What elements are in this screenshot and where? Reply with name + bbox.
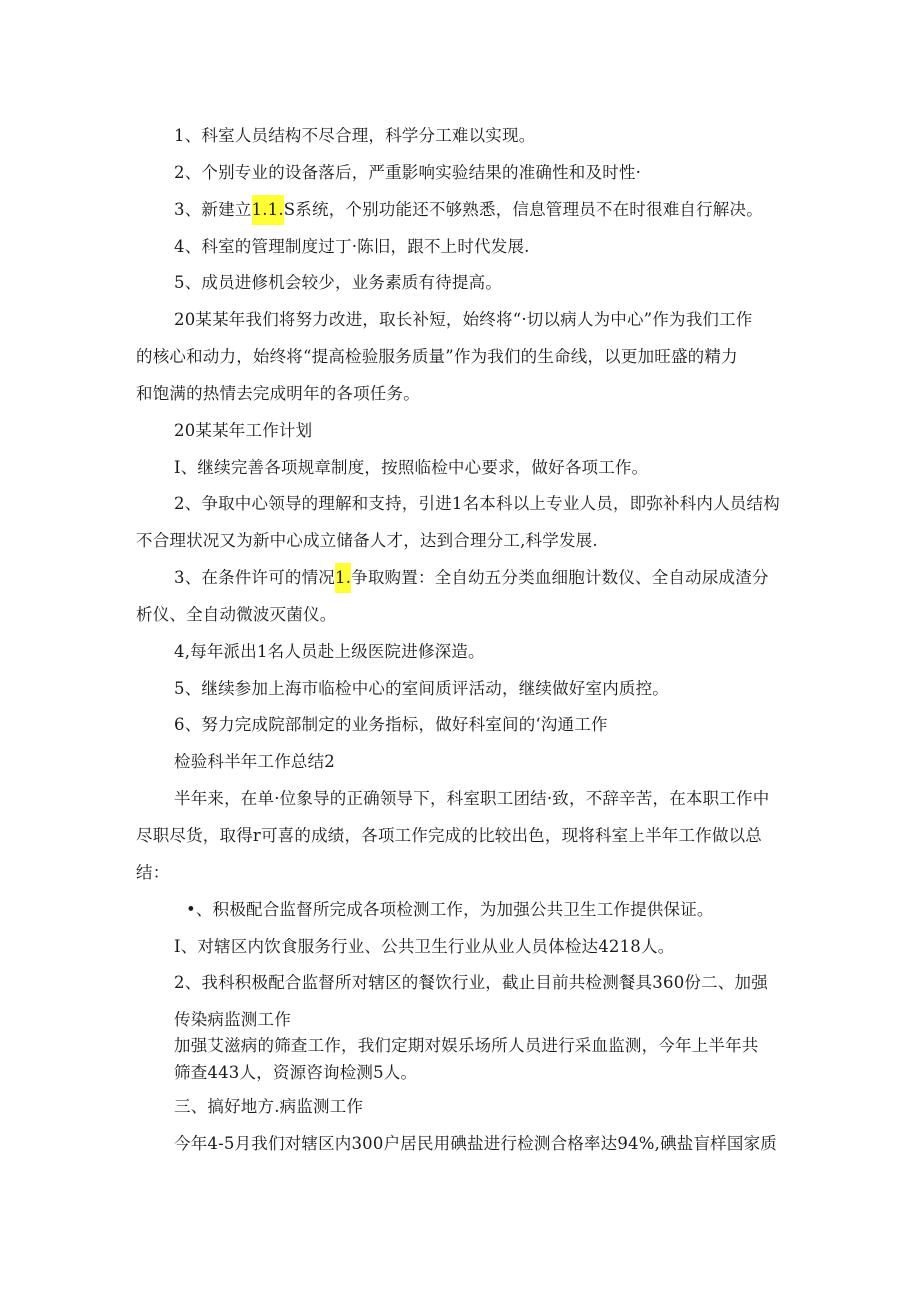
paragraph-line: 2、争取中心领导的理解和支持，引进1名本科以上专业人员，即弥补科内人员结构 xyxy=(174,494,780,513)
paragraph-line: 4、科室的管理制度过丁·陈旧，跟不上时代发展. xyxy=(174,237,530,256)
paragraph-line: 今年4-5月我们对辖区内300户居民用碘盐进行检测合格率达94%,碘盐盲样国家质 xyxy=(174,1134,777,1153)
section-heading: 三、搞好地方.病监测工作 xyxy=(174,1097,364,1116)
line-prefix: 3、新建立 xyxy=(174,200,252,219)
line-suffix: 争取购置：全自幼五分类血细胞计数仪、全自动尿成渣分 xyxy=(351,568,769,587)
paragraph-line: •、积极配合监督所完成各项检测工作，为加强公共卫生工作提供保证。 xyxy=(186,900,714,919)
line-suffix: S系统，个别功能还不够熟悉，信息管理员不在时很难自行解决。 xyxy=(283,200,763,219)
paragraph-line xyxy=(174,568,769,593)
section-heading: 20某某年工作计划 xyxy=(174,421,313,440)
paragraph-line: 加强艾滋病的筛查工作，我们定期对娱乐场所人员进行采血监测，今年上半年共 xyxy=(174,1036,759,1055)
paragraph-line: I、继续完善各项规章制度，按照临检中心要求，做好各项工作。 xyxy=(174,458,649,477)
paragraph-line xyxy=(174,200,763,225)
section-heading: 检验科半年工作总结2 xyxy=(174,752,335,771)
paragraph-line: I、对辖区内饮食服务行业、公共卫生行业从业人员体检达4218人。 xyxy=(174,937,675,956)
paragraph-line: 结： xyxy=(136,863,170,882)
paragraph-line: 5、成员进修机会较少，业务素质有待提高。 xyxy=(174,273,502,292)
paragraph-line: 2、个别专业的设备落后，严重影响实验结果的准确性和及时性· xyxy=(174,163,642,182)
line-prefix: 3、在条件许可的情况 xyxy=(174,568,335,587)
paragraph-line: 尽职尽货，取得r可喜的成绩，各项工作完成的比较出色，现将科室上半年工作做以总 xyxy=(136,826,762,845)
paragraph-line: 筛查443人，资源咨询检测5人。 xyxy=(174,1063,418,1082)
paragraph-line: 析仪、全自动微波灭菌仪。 xyxy=(136,605,337,624)
paragraph-line: 传染病监测工作 xyxy=(174,1010,291,1029)
paragraph-line: 5、继续参加上海市临检中心的室间质评活动，继续做好室内质控。 xyxy=(174,679,669,698)
paragraph-line: 和饱满的热情去完成明年的各项任务。 xyxy=(136,384,420,403)
paragraph-line: 1、科室人员结构不尽合理，科学分工难以实现。 xyxy=(174,126,536,145)
highlighted-text: 1. xyxy=(335,563,351,593)
highlighted-text: 1.1. xyxy=(252,195,284,225)
paragraph-line: 2、我科积极配合监督所对辖区的餐饮行业，截止目前共检测餐具360份二、加强 xyxy=(174,973,768,992)
paragraph-line: 4,每年派出1名人员赴上级医院进修深造。 xyxy=(174,642,485,661)
paragraph-line: 半年来，在单·位象导的正确领导下，科室职工团结·致，不辞辛苦，在本职工作中 xyxy=(174,789,770,808)
paragraph-line: 的核心和动力，始终将“提高检验服务质量”作为我们的生命线，以更加旺盛的精力 xyxy=(136,347,738,366)
paragraph-line: 6、努力完成院部制定的业务指标，做好科室间的‘沟通工作 xyxy=(174,715,608,734)
paragraph-line: 不合理状况又为新中心成立储备人才，达到合理分工,科学发展. xyxy=(136,531,598,550)
paragraph-line: 20某某年我们将努力改进，取长补短，始终将“·切以病人为中心”作为我们工作 xyxy=(174,310,753,329)
